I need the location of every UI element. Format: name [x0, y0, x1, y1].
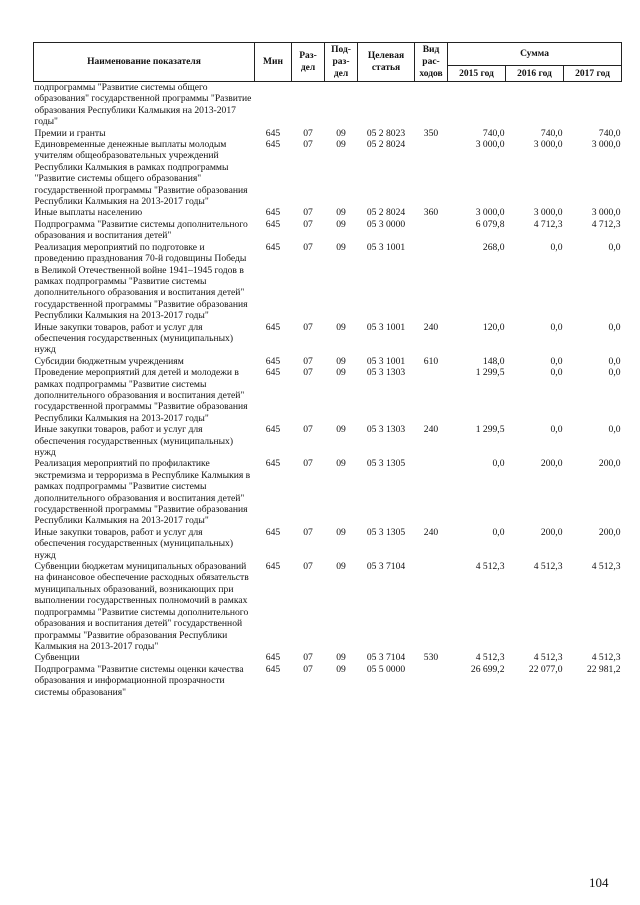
row-subsection-cell: 09 — [336, 367, 346, 379]
row-section-cell: 07 — [303, 139, 313, 151]
row-sum-2015-cell — [448, 82, 506, 128]
table-row — [34, 128, 622, 139]
row-sum-2015-cell: 3 000,0 — [475, 207, 505, 219]
row-sum-2016-cell: 740,0 — [540, 127, 563, 139]
page-number: 104 — [589, 875, 609, 890]
row-sum-2015-cell: 0,0 — [492, 526, 505, 538]
row-sum-2017-cell: 0,0 — [608, 367, 621, 379]
row-ministry-cell — [255, 82, 292, 128]
table-row — [34, 356, 622, 367]
row-subsection-cell: 09 — [336, 526, 346, 538]
row-sum-2015-cell: 740,0 — [482, 127, 505, 139]
row-name-cell: Иные закупки товаров, работ и услуг для обеспечения государственных (муниципальных) нужд — [34, 424, 234, 458]
row-target-article-cell: 05 2 8024 — [366, 207, 406, 219]
row-sum-2016-cell: 4 712,3 — [533, 218, 563, 230]
row-sum-2017-cell: 4 712,3 — [591, 218, 621, 230]
row-name-cell: Субвенции — [34, 652, 80, 664]
row-sum-2016-cell — [506, 82, 564, 128]
table-row — [34, 424, 622, 458]
row-section-cell: 07 — [303, 561, 313, 573]
row-target-article-cell: 05 3 1303 — [366, 424, 406, 436]
row-subsection-cell — [325, 82, 358, 128]
row-sum-2015-cell: 148,0 — [482, 355, 505, 367]
row-name-cell: Субвенции бюджетам муниципальных образований на финансовое обеспечение расходных обязательств муниципальных образований, возникающих при выполнении государственных полномочий в рамках подпрограммы "Развитие системы дополнительного образования и воспитания детей" государственной программы "Развитие образования Республики Калмыкия на 2013-2017 годы" — [34, 561, 249, 652]
row-target-article-cell: 05 3 1303 — [366, 367, 406, 379]
row-ministry-cell: 645 — [265, 207, 281, 219]
row-ministry-cell: 645 — [265, 355, 281, 367]
row-ministry-cell: 645 — [265, 367, 281, 379]
row-sum-2017-cell: 200,0 — [598, 458, 621, 470]
row-section-cell: 07 — [303, 241, 313, 253]
row-expense-type-cell: 240 — [423, 424, 439, 436]
row-section-cell: 07 — [303, 355, 313, 367]
row-sum-2015-cell: 4 512,3 — [475, 561, 505, 573]
header-target-article: Целевая статья — [358, 43, 415, 82]
row-expense-type-cell: 610 — [423, 355, 439, 367]
header-expense-type: Вид рас- ходов — [415, 43, 448, 82]
table-body — [34, 82, 622, 698]
table-row — [34, 322, 622, 356]
row-expense-type-cell: 240 — [423, 321, 439, 333]
row-name-cell: Иные выплаты населению — [34, 207, 143, 219]
row-name-cell: Реализация мероприятий по подготовке и проведению празднования 70-й годовщины Победы в Великой Отечественной войне 1941–1945 годов в рамках подпрограммы "Развитие системы дополнительного образования и воспитания детей" государственной программы "Развитие образования Республики Калмыкия на 2013-2017 годы" — [34, 241, 248, 322]
row-sum-2016-cell: 0,0 — [550, 355, 563, 367]
row-name-cell: Подпрограмма "Развитие системы дополнительного образования и воспитания детей" — [34, 218, 248, 242]
table-row — [34, 242, 622, 322]
row-section-cell: 07 — [303, 127, 313, 139]
row-sum-2015-cell: 268,0 — [482, 241, 505, 253]
row-expense-type-cell — [415, 242, 448, 322]
row-sum-2017-cell: 0,0 — [608, 355, 621, 367]
row-section-cell: 07 — [303, 663, 313, 675]
row-section-cell: 07 — [303, 367, 313, 379]
row-sum-2015-cell: 120,0 — [482, 321, 505, 333]
header-year-2015: 2015 год — [448, 66, 506, 82]
row-subsection-cell: 09 — [336, 321, 346, 333]
row-sum-2016-cell: 4 512,3 — [533, 561, 563, 573]
row-subsection-cell: 09 — [336, 218, 346, 230]
table-row — [34, 527, 622, 561]
row-sum-2015-cell: 1 299,5 — [475, 367, 505, 379]
row-sum-2016-cell: 200,0 — [540, 526, 563, 538]
row-sum-2017-cell: 4 512,3 — [591, 561, 621, 573]
row-subsection-cell: 09 — [336, 127, 346, 139]
row-sum-2016-cell: 4 512,3 — [533, 652, 563, 664]
row-sum-2016-cell: 0,0 — [550, 424, 563, 436]
row-sum-2017-cell: 200,0 — [598, 526, 621, 538]
row-section-cell: 07 — [303, 218, 313, 230]
row-section-cell: 07 — [303, 652, 313, 664]
row-ministry-cell: 645 — [265, 218, 281, 230]
header-year-2016: 2016 год — [506, 66, 564, 82]
row-sum-2016-cell: 0,0 — [550, 241, 563, 253]
row-expense-type-cell — [415, 664, 448, 698]
table-row — [34, 561, 622, 652]
row-sum-2016-cell: 0,0 — [550, 321, 563, 333]
row-sum-2015-cell: 3 000,0 — [475, 139, 505, 151]
row-section-cell: 07 — [303, 321, 313, 333]
row-subsection-cell: 09 — [336, 355, 346, 367]
row-sum-2016-cell: 200,0 — [540, 458, 563, 470]
row-subsection-cell: 09 — [336, 458, 346, 470]
row-subsection-cell: 09 — [336, 663, 346, 675]
row-sum-2017-cell: 4 512,3 — [591, 652, 621, 664]
row-name-cell: Иные закупки товаров, работ и услуг для обеспечения государственных (муниципальных) нужд — [34, 321, 234, 356]
row-target-article-cell: 05 3 1305 — [366, 458, 406, 470]
row-target-article-cell: 05 3 1001 — [366, 355, 406, 367]
table-row — [34, 207, 622, 218]
row-expense-type-cell — [415, 139, 448, 207]
row-name-cell: Единовременные денежные выплаты молодым учителям общеобразовательных учреждений Республики Калмыкия в рамках подпрограммы "Развитие системы общего образования" государственной программы "Развитие образования Республики Калмыкия на 2013-2017 годы" — [34, 139, 248, 208]
row-sum-2017-cell: 3 000,0 — [591, 139, 621, 151]
row-expense-type-cell: 530 — [423, 652, 439, 664]
row-subsection-cell: 09 — [336, 139, 346, 151]
row-expense-type-cell — [415, 458, 448, 526]
row-expense-type-cell — [415, 219, 448, 242]
row-target-article-cell: 05 2 8023 — [366, 127, 406, 139]
row-sum-2015-cell: 4 512,3 — [475, 652, 505, 664]
row-sum-2016-cell: 0,0 — [550, 367, 563, 379]
row-sum-2015-cell: 0,0 — [492, 458, 505, 470]
table-row — [34, 458, 622, 526]
header-min: Мин — [255, 43, 292, 82]
row-target-article-cell: 05 3 7104 — [366, 561, 406, 573]
budget-table — [33, 42, 622, 698]
header-year-2017: 2017 год — [564, 66, 622, 82]
row-target-article-cell: 05 3 0000 — [366, 218, 406, 230]
row-expense-type-cell — [415, 82, 448, 128]
row-name-cell: Премии и гранты — [34, 127, 106, 139]
row-expense-type-cell: 350 — [423, 127, 439, 139]
row-sum-2017-cell: 3 000,0 — [591, 207, 621, 219]
row-target-article-cell: 05 3 1001 — [366, 241, 406, 253]
row-target-article-cell: 05 2 8024 — [366, 139, 406, 151]
row-section-cell: 07 — [303, 207, 313, 219]
row-ministry-cell: 645 — [265, 139, 281, 151]
row-subsection-cell: 09 — [336, 561, 346, 573]
row-ministry-cell: 645 — [265, 663, 281, 675]
table-row — [34, 219, 622, 242]
row-sum-2015-cell: 1 299,5 — [475, 424, 505, 436]
header-razdel: Раз- дел — [292, 43, 325, 82]
row-name-cell: Реализация мероприятий по профилактике экстремизма и терроризма в Республике Калмыкия в рамках подпрограммы "Развитие системы дополнительного образования и воспитания детей" государственной программы "Развитие образования Республики Калмыкия на 2013-2017 годы" — [34, 458, 251, 527]
row-subsection-cell: 09 — [336, 652, 346, 664]
row-name-cell: Подпрограмма "Развитие системы оценки качества образования и информационной прозрачности системы образования" — [34, 663, 244, 698]
row-expense-type-cell: 240 — [423, 526, 439, 538]
row-name-cell: Субсидии бюджетным учреждениям — [34, 355, 184, 367]
row-name-cell: Иные закупки товаров, работ и услуг для обеспечения государственных (муниципальных) нужд — [34, 526, 234, 561]
row-sum-2016-cell: 22 077,0 — [528, 663, 563, 675]
row-target-article-cell: 05 3 7104 — [366, 652, 406, 664]
row-target-article-cell: 05 3 1001 — [366, 321, 406, 333]
row-subsection-cell: 09 — [336, 241, 346, 253]
table-row — [34, 664, 622, 698]
row-ministry-cell: 645 — [265, 561, 281, 573]
row-ministry-cell: 645 — [265, 241, 281, 253]
row-ministry-cell: 645 — [265, 127, 281, 139]
row-section-cell: 07 — [303, 424, 313, 436]
row-target-article-cell: 05 5 0000 — [366, 663, 406, 675]
row-section-cell — [292, 82, 325, 128]
row-sum-2016-cell: 3 000,0 — [533, 139, 563, 151]
row-ministry-cell: 645 — [265, 321, 281, 333]
header-summa: Сумма — [448, 43, 622, 66]
row-ministry-cell: 645 — [265, 458, 281, 470]
row-sum-2015-cell: 26 699,2 — [470, 663, 505, 675]
row-ministry-cell: 645 — [265, 652, 281, 664]
row-expense-type-cell — [415, 367, 448, 424]
row-target-article-cell — [358, 82, 415, 128]
row-section-cell: 07 — [303, 526, 313, 538]
row-ministry-cell: 645 — [265, 526, 281, 538]
table-row — [34, 82, 622, 128]
row-subsection-cell: 09 — [336, 207, 346, 219]
row-expense-type-cell: 360 — [423, 207, 439, 219]
row-subsection-cell: 09 — [336, 424, 346, 436]
row-name-cell: подпрограммы "Развитие системы общего образования" государственной программы "Развитие образования Республики Калмыкия на 2013-2017 годы" — [34, 82, 252, 128]
table-row — [34, 367, 622, 424]
row-name-cell: Проведение мероприятий для детей и молодежи в рамках подпрограммы "Развитие системы дополнительного образования и воспитания детей" государственной программы "Развитие образования Республики Калмыкия на 2013-2017 годы" — [34, 367, 248, 424]
row-expense-type-cell — [415, 561, 448, 652]
header-podrazdel: Под- раз- дел — [325, 43, 358, 82]
header-name: Наименование показателя — [34, 43, 255, 82]
row-sum-2017-cell: 0,0 — [608, 321, 621, 333]
row-section-cell: 07 — [303, 458, 313, 470]
table-row — [34, 139, 622, 207]
row-sum-2015-cell: 6 079,8 — [475, 218, 505, 230]
row-sum-2017-cell: 0,0 — [608, 241, 621, 253]
row-sum-2017-cell: 0,0 — [608, 424, 621, 436]
row-sum-2017-cell: 740,0 — [598, 127, 621, 139]
row-sum-2016-cell: 3 000,0 — [533, 207, 563, 219]
table-row — [34, 652, 622, 663]
row-target-article-cell: 05 3 1305 — [366, 526, 406, 538]
row-sum-2017-cell: 22 981,2 — [586, 663, 621, 675]
row-ministry-cell: 645 — [265, 424, 281, 436]
row-sum-2017-cell — [564, 82, 622, 128]
